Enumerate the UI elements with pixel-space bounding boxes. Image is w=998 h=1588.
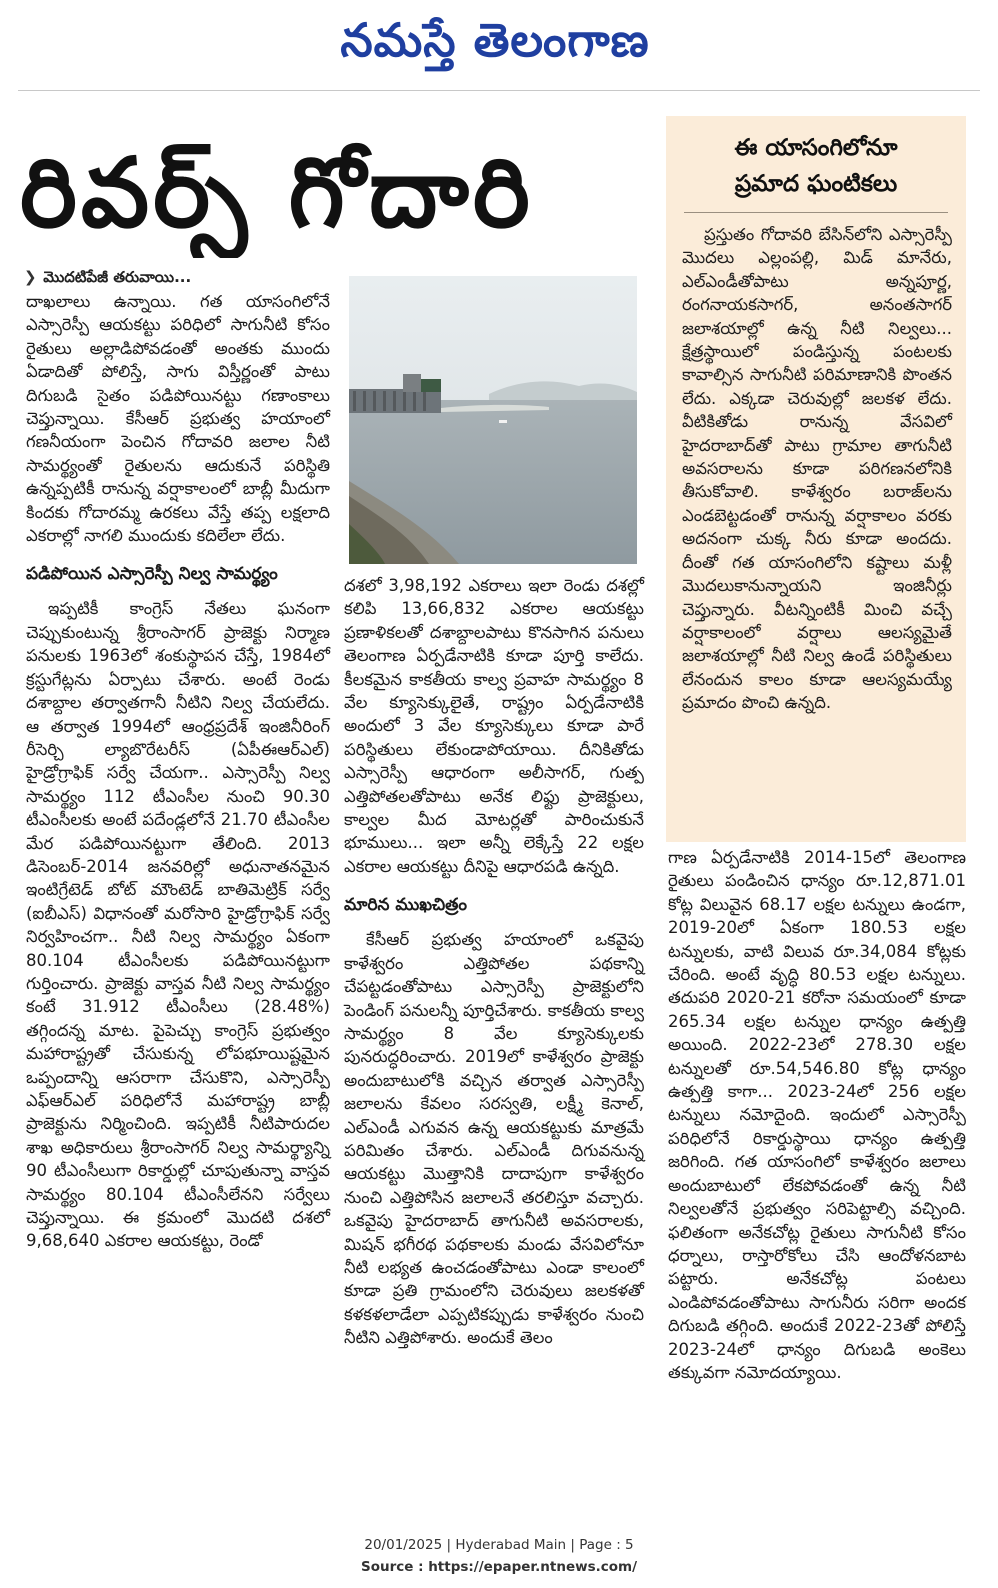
top-divider [18, 90, 980, 91]
paragraph: ఇప్పటికీ కాంగ్రెస్ నేతలు ఘనంగా చెప్పుకుంటున్న శ్రీరాంసాగర్ ప్రాజెక్టు నిర్మాణ పనులకు 1963లో శంకుస్థాపన చేస్తే, 1984లో క్రస్టుగేట్లను ఏర్పాటు చేశారు. అంటే రెండు దశాబ్దాల తర్వాతగానీ నీటిని నిల్వ చేయలేదు. ఆ తర్వాత 1994లో ఆంధ్రప్రదేశ్ ఇంజినీరింగ్ రీసెర్చి ల్యాబొరేటరీస్ (ఏపీఈఆర్‌ఎల్) హైడ్రోగ్రాఫిక్ సర్వే చేయగా.. ఎస్సారెస్పీ నిల్వ సామర్థ్యం 112 టీఎంసీల నుంచి 90.30 టీఎంసీలకు అంటే పదేండ్లలోనే 21.70 టీఎంసీల మేర పడిపోయినట్టుగా తేలింది. 2013 డిసెంబర్-2014 జనవరిల్లో అధునాతనమైన ఇంటిగ్రేటెడ్ బోట్ మౌంటెడ్ బాతిమెట్రిక్ సర్వే (ఐబీఎస్) విధానంతో మరోసారి హైడ్రోగ్రాఫిక్ సర్వే నిర్వహించగా.. నీటి నిల్వ సామర్థ్యం ఏకంగా 80.104 టీఎంసీలకు పడిపోయినట్టుగా గుర్తించారు. ప్రాజెక్టు వాస్తవ నీటి నిల్వ సామర్థ్యం కంటే 31.912 టీఎంసీలు (28.48%) తగ్గిందన్న మాట. పైపెచ్చు కాంగ్రెస్ ప్రభుత్వం మహారాష్ట్రతో చేసుకున్న లోపభూయిష్టమైన ఒప్పందాన్ని ఆసరాగా చేసుకొని, ఎస్సారెస్పీ ఎఫ్‌ఆర్‌ఎల్ పరిధిలోనే మహారాష్ట్ర బాబ్లీ ప్రాజెక్టును నిర్మించింది. ఇప్పటికీ నీటిపారుదల శాఖ అధికారులు శ్రీరాంసాగర్ నిల్వ సామర్థ్యాన్ని 90 టీఎంసీలుగా రికార్డుల్లో చూపుతున్నా వాస్తవ సామర్థ్యం 80.104 టీఎంసీలేనని సర్వేలు చెప్తున్నాయి. ఈ క్రమంలో మొదటి దశలో 9,68,640 ఎకరాల ఆయకట్టు, రెండో [26, 599, 330, 1251]
article-column-1 [26, 290, 330, 1490]
paragraph: దాఖలాలు ఉన్నాయి. గత యాసంగిలోనే ఎస్సారెస్పీ ఆయకట్టు పరిధిలో సాగునీటి కోసం రైతులు అల్లాడిపోవడంతో అంతకు ముందు ఏడాదితో పోలిస్తే, సాగు విస్తీర్ణంతో పాటు దిగుబడి సైతం పడిపోయినట్టు గణాంకాలు చెప్తున్నాయి. కేసీఆర్ ప్రభుత్వ హయాంలో గణనీయంగా పెంచిన గోదావరి జలాల నీటి సామర్థ్యంతో రైతులను ఆదుకునే పరిస్థితి ఉన్నప్పటికీ రానున్న వర్షాకాలంలో బాబ్లీ మీదుగా కిందకు గోదారమ్మ ఉరకలు వేస్తే తప్ప లక్షలాది ఎకరాల్లో నాగలి ముందుకు కదిలేలా లేదు. [26, 292, 330, 546]
reservoir-photo [349, 276, 637, 564]
continued-text: మొదటిపేజీ తరువాయి... [43, 268, 192, 286]
footer [0, 1534, 998, 1578]
paragraph: కేసీఆర్ ప్రభుత్వ హయాంలో ఒకవైపు కాళేశ్వరం ఎత్తిపోతల పథకాన్ని చేపట్టడంతోపాటు ఎస్సారెస్పీ ప్రాజెక్టులోని పెండింగ్ పనులన్నీ పూర్తిచేశారు. కాకతీయ కాల్వ సామర్థ్యం 8 వేల క్యూసెక్కులకు పునరుద్ధరించారు. 2019లో కాళేశ్వరం ప్రాజెక్టు అందుబాటులోకి వచ్చిన తర్వాత ఎస్సారెస్పీ జలాలను కేవలం సరస్వతి, లక్ష్మీ కెనాల్, ఎల్ఎండీ ఎగువన ఉన్న ఆయకట్టుకు మాత్రమే పరిమితం చేశారు. ఎల్ఎండీ దిగువనున్న ఆయకట్టు మొత్తానికి దాదాపుగా కాళేశ్వరం నుంచి ఎత్తిపోసిన జలాలనే తరలిస్తూ వచ్చారు. ఒకవైపు హైదరాబాద్ తాగునీటి అవసరాలకు, మిషన్ భగీరథ పథకాలకు మండు వేసవిలోనూ నీటి లభ్యత ఉంచడంతోపాటు ఎండా కాలంలో కూడా ప్రతి గ్రామంలోని చెరువులు జలకళతో కళకళలాడేలా ఎప్పటికప్పుడు కాళేశ్వరం నుంచి నీటిని ఎత్తిపోశారు. అందుకే తెలం [344, 930, 644, 1348]
sidebar-body: ప్రస్తుతం గోదావరి బేసిన్‌లోని ఎస్సారెస్పీ మొదలు ఎల్లంపల్లి, మిడ్ మానేరు, ఎల్ఎండీతోపాటు అన్నపూర్ణ, రంగనాయకసాగర్, అనంతసాగర్ జలాశయాల్లో ఉన్న నీటి నిల్వలు... క్షేత్రస్థాయిలో పండిస్తున్న పంటలకు కావాల్సిన సాగునీటి పరిమాణానికి పొంతన లేదు. ఎక్కడా చెరువుల్లో జలకళ లేదు. వీటికితోడు రానున్న వేసవిలో హైదరాబాద్‌తో పాటు గ్రామాల తాగునీటి అవసరాలను కూడా పరిగణనలోనికి తీసుకోవాలి. కాళేశ్వరం బరాజ్‌లను ఎండబెట్టడంతో రానున్న వర్షాకాలం వరకు అదనంగా చుక్క నీరు కూడా అందదు. దీంతో గత యాసంగిలోని కష్టాలు మళ్లీ మొదలుకానున్నాయని ఇంజినీర్లు చెప్తున్నారు. వీటన్నింటికీ మించి వచ్చే వర్షాకాలంలో వర్షాలు ఆలస్యమైతే జలాశయాల్లో నీటి నిల్వ ఉండే పరిస్థితులు లేనందున కాలం కూడా ఆలస్యమయ్యే ప్రమాదం పొంచి ఉన్నది. [682, 225, 952, 713]
chevron-right-icon: ❯ [24, 268, 37, 286]
sidebar-title-line-1: ఈ యాసంగిలోనూ [734, 135, 898, 161]
continued-label [24, 268, 324, 290]
sidebar-title-line-2: ప్రమాద ఘంటికలు [734, 171, 898, 197]
section-subheading: పడిపోయిన ఎస్సారెస్పీ నిల్వ సామర్థ్యం [26, 564, 278, 585]
section-subheading: మారిన ముఖచిత్రం [344, 895, 467, 916]
footer-source: Source : https://epaper.ntnews.com/ [360, 1559, 638, 1575]
article-column-3 [668, 846, 966, 1486]
paragraph: గాణ ఏర్పడేనాటికి 2014-15లో తెలంగాణ రైతులు పండించిన ధాన్యం రూ.12,871.01 కోట్ల విలువైన 68.17 లక్షల టన్నులు ఉండగా, 2019-20లో ఏకంగా 180.53 లక్షల టన్నులకు, వాటి విలువ రూ.34,084 కోట్లకు చేరింది. అంటే వృద్ధి 80.53 లక్షల టన్నులు. తదుపరి 2020-21 కరోనా సమయంలో కూడా 265.34 లక్షల టన్నుల ధాన్యం ఉత్పత్తి అయింది. 2022-23లో 278.30 లక్షల టన్నులతో రూ.54,546.80 కోట్ల ధాన్యం ఉత్పత్తి కాగా... 2023-24లో 256 లక్షల టన్నులు నమోదైంది. ఇందులో ఎస్సారెస్పీ పరిధిలోనే రికార్డుస్థాయి ధాన్యం ఉత్పత్తి జరిగింది. గత యాసంగిలో కాళేశ్వరం జలాలు అందుబాటులో లేకపోవడంతో ఉన్న నీటి నిల్వలతోనే ప్రభుత్వం సరిపెట్టాల్సి వచ్చింది. ఫలితంగా అనేకచోట్ల రైతులు సాగునీటి కోసం ధర్నాలు, రాస్తారోకోలు చేసి ఆందోళనబాట పట్టారు. అనేకచోట్ల పంటలు ఎండిపోవడంతోపాటు సాగునీరు సరిగా అందక దిగుబడి తగ్గింది. అందుకే 2022-23తో పోలిస్తే 2023-24లో ధాన్యం దిగుబడి అంకెలు తక్కువగా నమోదయ్యాయి. [668, 848, 966, 1382]
sidebar-divider [684, 212, 948, 213]
article-column-2 [344, 574, 644, 1489]
footer-date-edition: 20/01/2025 | Hyderabad Main | Page : 5 [364, 1537, 634, 1553]
sidebar-box [666, 116, 966, 842]
headline: రివర్స్ గోదారి [20, 137, 534, 249]
sidebar-title [666, 116, 966, 202]
masthead: నమస్తే తెలంగాణ [340, 13, 650, 67]
paragraph: దశలో 3,98,192 ఎకరాలు ఇలా రెండు దశల్లో కలిపి 13,66,832 ఎకరాల ఆయకట్టు ప్రణాళికలతో దశాబ్దాలపాటు కొనసాగిన పనులు తెలంగాణ ఏర్పడేనాటికి కూడా పూర్తి కాలేదు. కీలకమైన కాకతీయ కాల్వ ప్రవాహ సామర్థ్యం 8 వేల క్యూసెక్కులైతే, రాష్ట్రం ఏర్పడేనాటికి అందులో 3 వేల క్యూసెక్కులు కూడా పారే పరిస్థితులు లేకుండాపోయాయి. దీనికితోడు ఎస్సారెస్పీ ఆధారంగా అలీసాగర్, గుత్ప ఎత్తిపోతలతోపాటు అనేక లిఫ్టు ప్రాజెక్టులు, కాల్వల మీద మోటర్లతో పారించుకునే భూములు... ఇలా అన్నీ లెక్కేస్తే 22 లక్షల ఎకరాల ఆయకట్టు దీనిపై ఆధారపడి ఉన్నది. [344, 576, 644, 876]
